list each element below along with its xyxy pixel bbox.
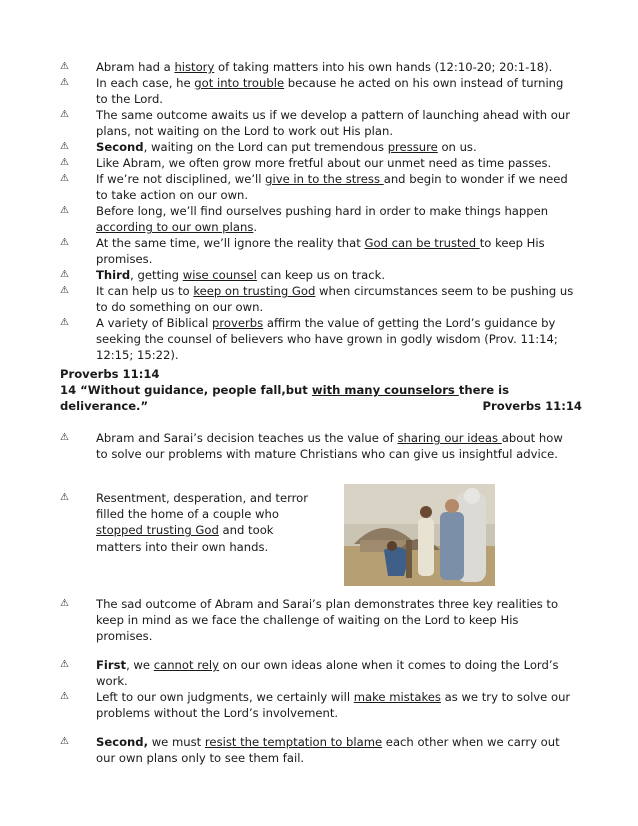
- bullet-icon: ⚠: [60, 109, 69, 120]
- bullet-item: ⚠ Abram and Sarai’s decision teaches us the value of sharing our ideas about how to solve our problems with mature Christians who can give us insightful advice.: [60, 431, 563, 462]
- bullet-item: ⚠ If we’re not disciplined, we’ll give in to the stress and begin to wonder if we need to take action on our own.: [60, 172, 568, 203]
- bullet-icon: ⚠: [60, 173, 69, 184]
- underlined-term: pressure: [387, 140, 438, 154]
- bullet-item: ⚠ The same outcome awaits us if we develop a pattern of launching ahead with our plans, not waiting on the Lord to work out His plan.: [60, 108, 570, 139]
- bullet-item: ⚠ Second, waiting on the Lord can put tremendous pressure on us.: [60, 140, 477, 154]
- underlined-term: according to our own plans: [96, 220, 254, 235]
- underlined-term: keep on trusting God: [193, 284, 316, 298]
- underlined-term: cannot rely: [153, 658, 219, 672]
- bullet-icon: ⚠: [60, 492, 69, 503]
- bullet-item: ⚠ Before long, we’ll find ourselves pushing hard in order to make things happen according to our own plans.: [60, 204, 549, 235]
- bullet-item: ⚠ Left to our own judgments, we certainly will make mistakes as we try to solve our problems without the Lord’s involvement.: [60, 690, 571, 721]
- verse-quote: 14 “Without guidance, people fall,but with many counselors there is deliverance.”: [60, 383, 510, 414]
- bullet-item: ⚠ At the same time, we’ll ignore the reality that God can be trusted to keep His promises.: [60, 236, 545, 267]
- underlined-term: proverbs: [212, 316, 264, 330]
- underlined-term: give in to the stress: [265, 172, 384, 186]
- bullet-item: ⚠ It can help us to keep on trusting God when circumstances seem to be pushing us to do something on our own.: [60, 284, 574, 315]
- underlined-term: history: [174, 60, 215, 74]
- underlined-term: wise counsel: [182, 268, 257, 282]
- verse-reference-footer: Proverbs 11:14: [482, 399, 582, 413]
- underlined-term: got into trouble: [194, 76, 285, 90]
- underlined-term: sharing our ideas: [397, 431, 502, 445]
- bullet-icon: ⚠: [60, 77, 69, 88]
- underlined-term: make mistakes: [353, 690, 441, 704]
- bullet-icon: ⚠: [60, 141, 69, 152]
- underlined-term: stopped trusting God: [96, 523, 219, 538]
- bullet-icon: ⚠: [60, 205, 69, 216]
- underlined-term: resist the temptation to blame: [204, 735, 383, 749]
- bullet-icon: ⚠: [60, 61, 69, 72]
- bullet-icon: ⚠: [60, 736, 69, 747]
- bullet-icon: ⚠: [60, 691, 69, 702]
- bullet-item: ⚠ Resentment, desperation, and terror filled the home of a couple who stopped trusting God and took matters into their own hands.: [60, 491, 309, 554]
- illustration-image: [344, 484, 495, 586]
- bullet-item: ⚠ Second, we must resist the temptation to blame each other when we carry out our own plans only to see them fail.: [60, 735, 560, 766]
- verse-reference-heading: Proverbs 11:14: [60, 367, 160, 381]
- bullet-icon: ⚠: [60, 237, 69, 248]
- biblical-scene-illustration: [344, 484, 495, 586]
- bullet-icon: ⚠: [60, 317, 69, 328]
- bullet-icon: ⚠: [60, 157, 69, 168]
- bullet-item: ⚠ First, we cannot rely on our own ideas alone when it comes to doing the Lord’s work.: [60, 658, 559, 689]
- bullet-item: ⚠ In each case, he got into trouble because he acted on his own instead of turning to the Lord.: [60, 76, 564, 107]
- underlined-term: with many counselors: [311, 383, 459, 397]
- bullet-icon: ⚠: [60, 598, 69, 609]
- bullet-icon: ⚠: [60, 432, 69, 443]
- bullet-item: ⚠ The sad outcome of Abram and Sarai’s plan demonstrates three key realities to keep in mind as we face the challenge of waiting on the Lord to keep His promises.: [60, 597, 559, 644]
- bullet-item: ⚠ Abram had a history of taking matters into his own hands (12:10-20; 20:1-18).: [60, 60, 553, 74]
- bullet-item: ⚠ Third, getting wise counsel can keep us on track.: [60, 268, 386, 282]
- bullet-item: ⚠ Like Abram, we often grow more fretful about our unmet need as time passes.: [60, 156, 552, 170]
- underlined-term: God can be trusted: [364, 236, 480, 250]
- bullet-icon: ⚠: [60, 269, 69, 280]
- bullet-icon: ⚠: [60, 659, 69, 670]
- bullet-icon: ⚠: [60, 285, 69, 296]
- bullet-item: ⚠ A variety of Biblical proverbs affirm the value of getting the Lord’s guidance by seeking the counsel of believers who have grown in godly wisdom (Prov. 11:14; 12:15; 15:22).: [60, 316, 558, 363]
